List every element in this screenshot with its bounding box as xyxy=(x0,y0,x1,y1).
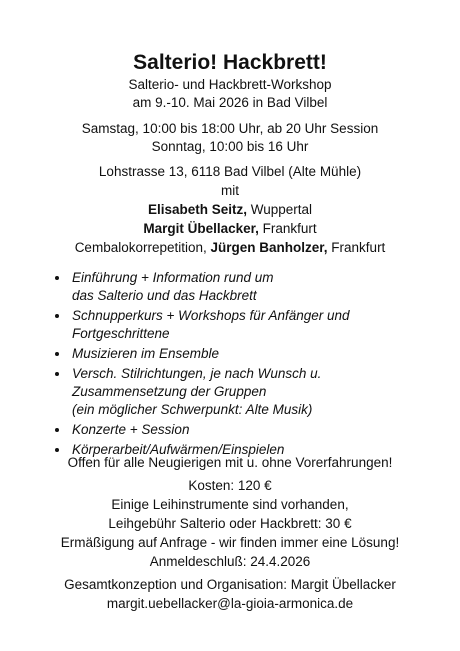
rental-line-1: Einige Leihinstrumente sind vorhanden, xyxy=(111,497,349,512)
cembalo-name: Jürgen Banholzer, xyxy=(210,240,328,255)
list-item xyxy=(70,365,450,419)
rental-line-2: Leihgebühr Salterio oder Hackbrett: 30 € xyxy=(108,516,352,531)
costs-text: Kosten: 120 € xyxy=(188,478,272,493)
list-item-line: (ein möglicher Schwerpunkt: Alte Musik) xyxy=(72,402,313,417)
venue-address: Lohstrasse 13, 6118 Bad Vilbel (Alte Mühle) xyxy=(98,164,362,179)
list-item-line: • Schnupperkurs + Workshops für Anfänger und xyxy=(72,308,350,323)
teacher-1-name: Elisabeth Seitz, xyxy=(147,202,247,217)
feature-list xyxy=(56,269,450,461)
workshop-name: Salterio- und Hackbrett-Workshop xyxy=(128,77,332,92)
teacher-1 xyxy=(0,200,460,219)
venue-block xyxy=(0,162,460,257)
list-item-line: das Salterio und das Hackbrett xyxy=(72,288,257,303)
list-item xyxy=(70,345,450,363)
schedule-saturday: Samstag, 10:00 bis 18:00 Uhr, ab 20 Uhr Session xyxy=(81,121,379,136)
list-item xyxy=(70,421,450,439)
page-title: Salterio! Hackbrett! xyxy=(133,51,327,74)
cembalo-prefix: Cembalokorrepetition, xyxy=(74,240,211,255)
subtitle-block xyxy=(0,76,460,112)
deadline-text: Anmeldeschluß: 24.4.2026 xyxy=(149,554,311,569)
footer-block xyxy=(0,453,460,613)
teacher-2-city: Frankfurt xyxy=(258,221,317,236)
workshop-date: am 9.-10. Mai 2026 in Bad Vilbel xyxy=(132,95,328,110)
schedule-sunday: Sonntag, 10:00 bis 16 Uhr xyxy=(151,139,309,154)
open-to-text: Offen für alle Neugierigen mit u. ohne Vorerfahrungen! xyxy=(67,455,393,470)
list-item-line: • Körperarbeit/Aufwärmen/Einspielen xyxy=(72,442,285,457)
list-item-line: Fortgeschrittene xyxy=(72,326,170,341)
discount-text: Ermäßigung auf Anfrage - wir finden immer eine Lösung! xyxy=(60,535,400,550)
contact-email: margit.uebellacker@la-gioia-armonica.de xyxy=(106,596,354,611)
teacher-2-name: Margit Übellacker, xyxy=(143,221,259,236)
list-item xyxy=(70,269,450,305)
list-item-line: • Musizieren im Ensemble xyxy=(72,346,220,361)
list-item-line: • Konzerte + Session xyxy=(72,422,190,437)
organisation-text: Gesamtkonzeption und Organisation: Margit Übellacker xyxy=(64,577,396,592)
list-item-line: • Einführung + Information rund um xyxy=(72,270,274,285)
schedule-block xyxy=(0,120,460,156)
teacher-2 xyxy=(0,219,460,238)
cembalo-line xyxy=(0,238,460,257)
list-item xyxy=(70,307,450,343)
teacher-1-city: Wuppertal xyxy=(246,202,313,217)
list-item-line: Zusammensetzung der Gruppen xyxy=(72,384,267,399)
with-label: mit xyxy=(221,183,239,198)
list-item-line: • Versch. Stilrichtungen, je nach Wunsch u. xyxy=(72,366,322,381)
cembalo-city: Frankfurt xyxy=(327,240,386,255)
